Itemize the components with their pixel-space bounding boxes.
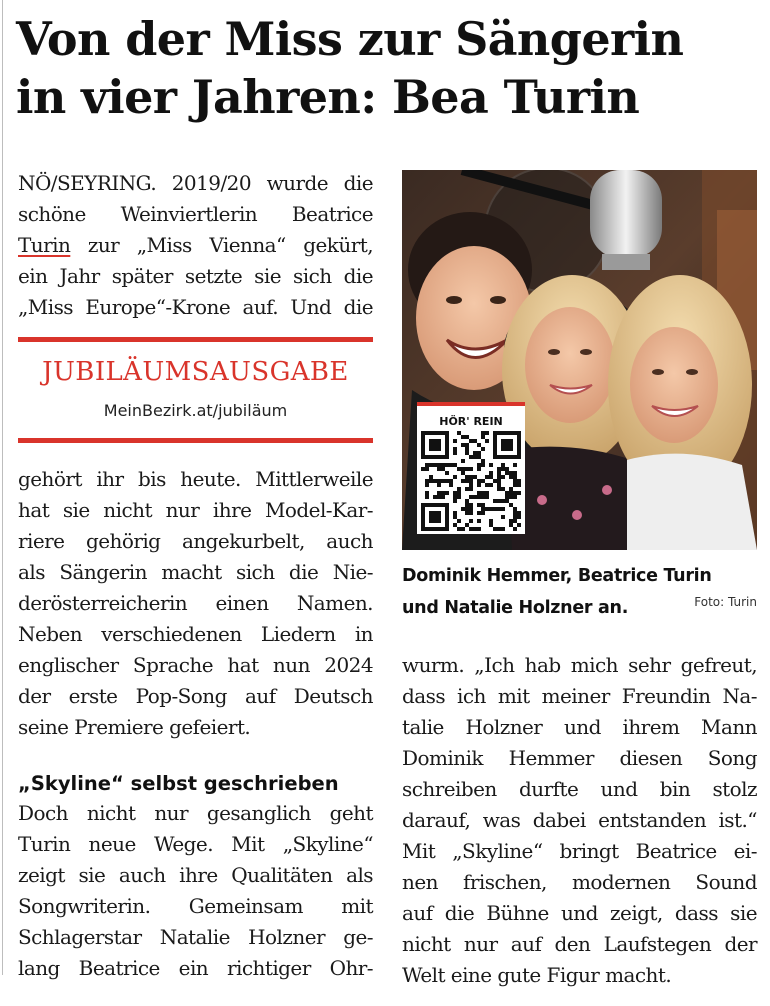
body-line: der erste Pop-Song auf Deutsch <box>18 684 373 708</box>
qr-label: HÖR' REIN <box>439 415 503 428</box>
body-line: Neben verschiedenen Liedern in <box>18 622 373 646</box>
promo-url: MeinBezirk.at/jubiläum <box>103 401 288 420</box>
body-line: nicht nur auf den Laufstegen der <box>402 932 757 956</box>
body-line: riere gehörig angekurbelt, auch <box>18 529 373 553</box>
body-line: wurm. „Ich hab mich sehr gefreut, <box>402 653 757 677</box>
body-line: Dominik Hemmer diesen Song <box>402 746 757 770</box>
promo-bottom-rule <box>18 438 373 443</box>
body-line: hat sie nicht nur ihre Model-Kar- <box>18 498 373 522</box>
subheading: „Skyline“ selbst geschrieben <box>18 772 339 795</box>
promo-top-rule <box>18 337 373 342</box>
headline-line-2: in vier Jahren: Bea Turin <box>16 70 640 124</box>
body-line: Turin neue Wege. Mit „Skyline“ <box>18 832 373 856</box>
intro-line: „Miss Europe“-Krone auf. Und die <box>18 295 373 319</box>
body-paragraph-1 <box>18 464 373 743</box>
body-line: seine Premiere gefeiert. <box>18 715 251 739</box>
intro-line: ein Jahr später setzte sie sich die <box>18 264 373 288</box>
intro-line: NÖ/SEYRING. 2019/20 wurde die <box>18 171 373 195</box>
body-line: darauf, was dabei entstanden ist.“ <box>402 808 757 832</box>
intro-line: schöne Weinviertlerin Beatrice <box>18 202 373 226</box>
body-line: Songwriterin. Gemeinsam mit <box>18 894 373 918</box>
singers-photo-illustration <box>402 170 757 550</box>
body-line: englischer Sprache hat nun 2024 <box>18 653 373 677</box>
headline <box>16 10 764 126</box>
body-line: als Sängerin macht sich die Nie- <box>18 560 373 584</box>
body-line: lang Beatrice ein richtiger Ohr- <box>18 956 373 980</box>
photo-credit: Foto: Turin <box>694 595 757 609</box>
caption-line-1: Dominik Hemmer, Beatrice Turin <box>402 566 712 586</box>
body-line: auf die Bühne und zeigt, dass sie <box>402 901 757 925</box>
intro-paragraph <box>18 168 373 323</box>
photo-caption <box>402 560 757 624</box>
body-paragraph-3 <box>402 650 757 991</box>
body-line: schreiben durfte und bin stolz <box>402 777 757 801</box>
body-line: Schlagerstar Natalie Holzner ge- <box>18 925 373 949</box>
caption-line-2: und Natalie Holzner an. <box>402 598 629 618</box>
body-line: talie Holzner und ihrem Mann <box>402 715 757 739</box>
promo-title: JUBILÄUMSAUSGABE <box>42 357 349 387</box>
intro-line-rest: zur „Miss Vienna“ gekürt, <box>70 233 373 257</box>
column-rule <box>2 0 3 975</box>
intro-line <box>18 230 373 261</box>
turin-underlined-word: Turin <box>18 233 71 257</box>
anniversary-promo-box <box>18 337 373 443</box>
body-line: zeigt sie auch ihre Qualitäten als <box>18 863 373 887</box>
body-line: derösterreicherin einen Namen. <box>18 591 373 615</box>
headline-line-1: Von der Miss zur Sängerin <box>16 12 684 66</box>
body-line: Mit „Skyline“ bringt Beatrice ei- <box>402 839 757 863</box>
body-line: Welt eine gute Figur macht. <box>402 963 672 987</box>
article-photo <box>402 170 757 550</box>
body-line: dass ich mit meiner Freundin Na- <box>402 684 757 708</box>
body-line: gehört ihr bis heute. Mittlerweile <box>18 467 373 491</box>
body-paragraph-2 <box>18 798 373 984</box>
body-line: Doch nicht nur gesanglich geht <box>18 801 373 825</box>
body-line: nen frischen, modernen Sound <box>402 870 757 894</box>
